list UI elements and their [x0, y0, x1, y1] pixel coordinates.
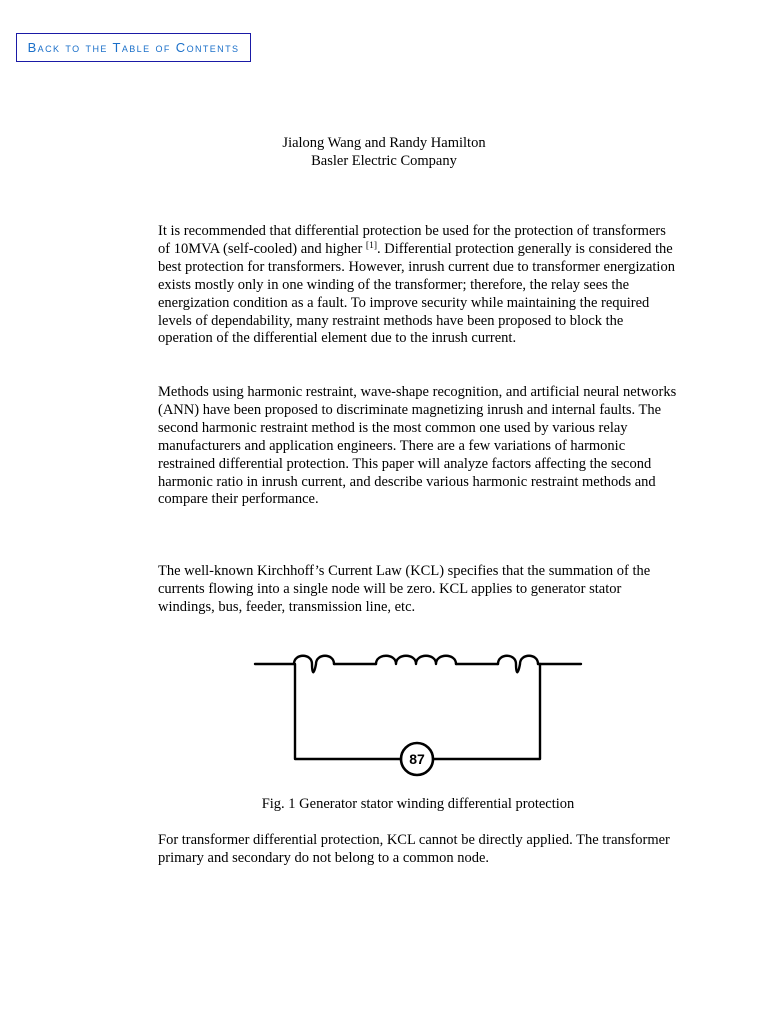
figure-caption: Fig. 1 Generator stator winding differential protection: [261, 796, 575, 812]
differential-protection-diagram: [250, 648, 590, 778]
back-to-contents-link[interactable]: Back to the Table of Contents: [16, 33, 251, 62]
author-block: [0, 134, 768, 170]
relay-87-label: 87: [409, 751, 425, 767]
author-affiliation: Basler Electric Company: [311, 153, 457, 169]
ct-right-coil: [498, 656, 538, 673]
stator-winding-coil: [376, 656, 456, 664]
methods-paragraph: Methods using harmonic restraint, wave-shape recognition, and artificial neural networks (ANN) have been proposed to discriminate magnetizing inrush and internal faults. The second harmonic restraint method is the most common one used by various relay manufacturers and application engineers. There are a few variations of harmonic restrained differential protection. This paper will analyze factors affecting the second harmonic ratio in inrush current, and describe various harmonic restraint methods and compare their performance.: [158, 384, 677, 508]
relay-circuit-wire-right: [433, 664, 540, 759]
citation-reference: [1]: [365, 240, 377, 251]
intro-text-part1: It is recommended that differential protection be used for the protection of transformers of 10MVA (self-cooled) and higher: [158, 223, 666, 257]
author-names: Jialong Wang and Randy Hamilton: [282, 135, 486, 151]
intro-text-part2: . Differential protection generally is considered the best protection for transformers. However, inrush current due to transformer energization exists mostly only in one winding of the transformer; therefore, the relay sees the energization condition as a fault. To improve security while maintaining the required levels of dependability, many restraint methods have been proposed to block the operation of the differential element due to the inrush current.: [158, 240, 675, 347]
kcl-paragraph: The well-known Kirchhoff’s Current Law (KCL) specifies that the summation of the currents flowing into a single node will be zero. KCL applies to generator stator windings, bus, feeder, transmission line, etc.: [158, 563, 651, 615]
transformer-paragraph: For transformer differential protection, KCL cannot be directly applied. The transformer primary and secondary do not belong to a common node.: [158, 832, 670, 866]
relay-circuit-wire: [295, 664, 401, 759]
intro-paragraph: [158, 223, 678, 348]
ct-left-coil: [294, 656, 334, 673]
